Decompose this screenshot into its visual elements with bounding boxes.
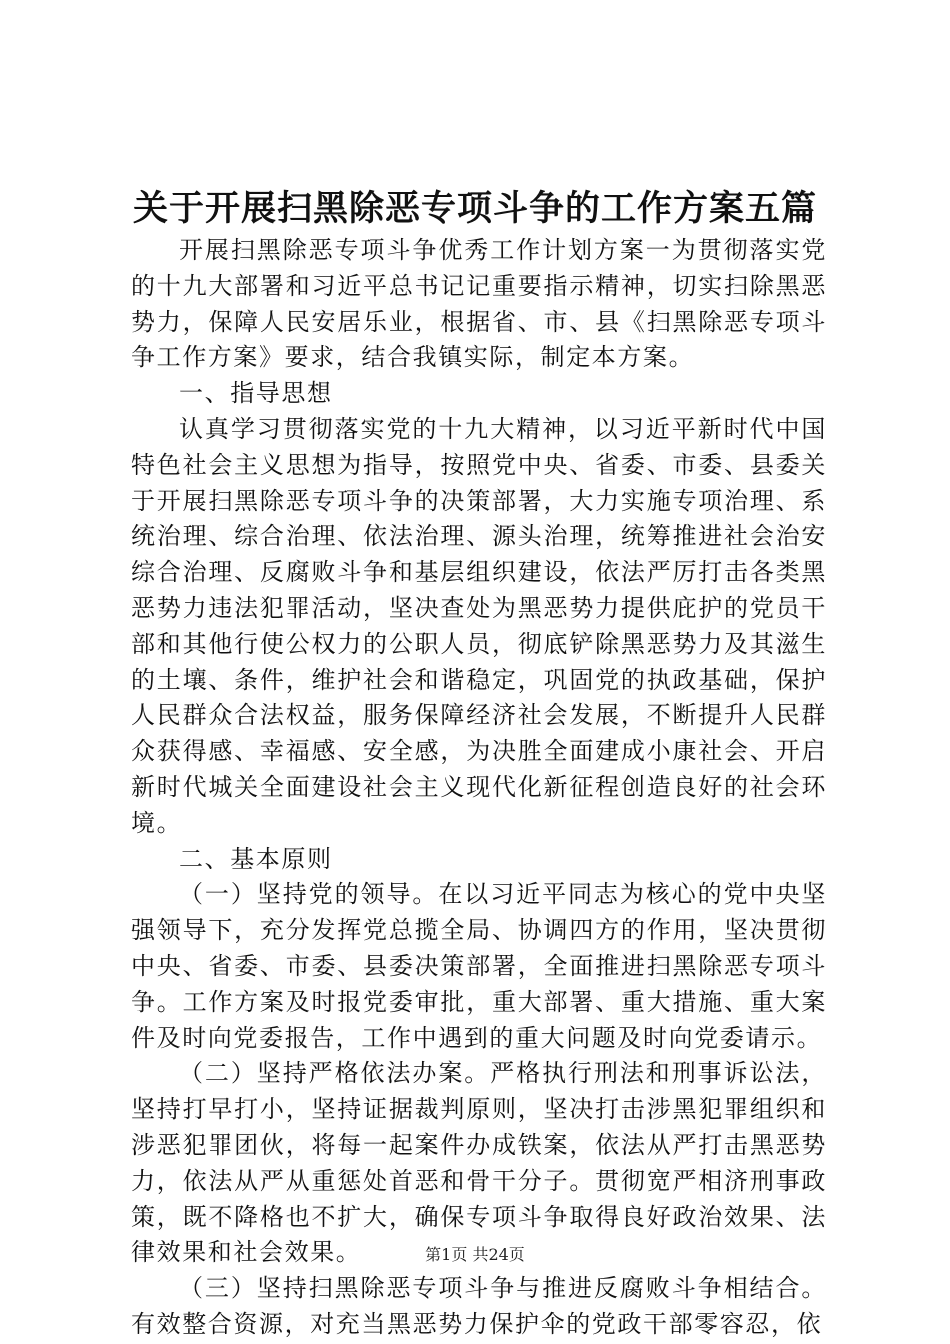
section-heading-basic-principles: 二、基本原则 bbox=[179, 844, 333, 873]
paragraph-principle-1: （一）坚持党的领导。在以习近平同志为核心的党中央坚强领导下，充分发挥党总揽全局、协调四方的作用，坚决贯彻中央、省委、市委、县委决策部署，全面推进扫黑除恶专项斗争。工作方案及时报党委审批，重大部署、重大措施、重大案件及时向党委报告，工作中遇到的重大问题及时向党委请示。 bbox=[131, 880, 827, 1052]
paragraph-intro: 开展扫黑除恶专项斗争优秀工作计划方案一为贯彻落实党的十九大部署和习近平总书记记重要指示精神，切实扫除黑恶势力，保障人民安居乐业，根据省、市、县《扫黑除恶专项斗争工作方案》要求，结合我镇实际，制定本方案。 bbox=[131, 236, 827, 372]
page-number-footer: 第1页 共24页 bbox=[425, 1245, 525, 1264]
section-heading-guiding-ideology: 一、指导思想 bbox=[179, 379, 333, 408]
paragraph-guiding-ideology: 认真学习贯彻落实党的十九大精神，以习近平新时代中国特色社会主义思想为指导，按照党中央、省委、市委、县委关于开展扫黑除恶专项斗争的决策部署，大力实施专项治理、系统治理、综合治理、依法治理、源头治理，统筹推进社会治安综合治理、反腐败斗争和基层组织建设，依法严厉打击各类黑恶势力违法犯罪活动，坚决查处为黑恶势力提供庇护的党员干部和其他行使公权力的公职人员，彻底铲除黑恶势力及其滋生的土壤、条件，维护社会和谐稳定，巩固党的执政基础，保护人民群众合法权益，服务保障经济社会发展，不断提升人民群众获得感、幸福感、安全感，为决胜全面建成小康社会、开启新时代城关全面建设社会主义现代化新征程创造良好的社会环境。 bbox=[131, 414, 827, 837]
paragraph-principle-2: （二）坚持严格依法办案。严格执行刑法和刑事诉讼法，坚持打早打小，坚持证据裁判原则，坚决打击涉黑犯罪组织和涉恶犯罪团伙，将每一起案件办成铁案，依法从严打击黑恶势力，依法从严从重惩处首恶和骨干分子。贯彻宽严相济刑事政策，既不降格也不扩大，确保专项斗争取得良好政治效果、法律效果和社会效果。 bbox=[131, 1059, 827, 1267]
paragraph-principle-3: （三）坚持扫黑除恶专项斗争与推进反腐败斗争相结合。有效整合资源，对充当黑恶势力保护伞的党政干部零容忍，依 bbox=[131, 1274, 827, 1338]
document-body bbox=[131, 233, 827, 1343]
document-title: 关于开展扫黑除恶专项斗争的工作方案五篇 bbox=[132, 188, 817, 229]
